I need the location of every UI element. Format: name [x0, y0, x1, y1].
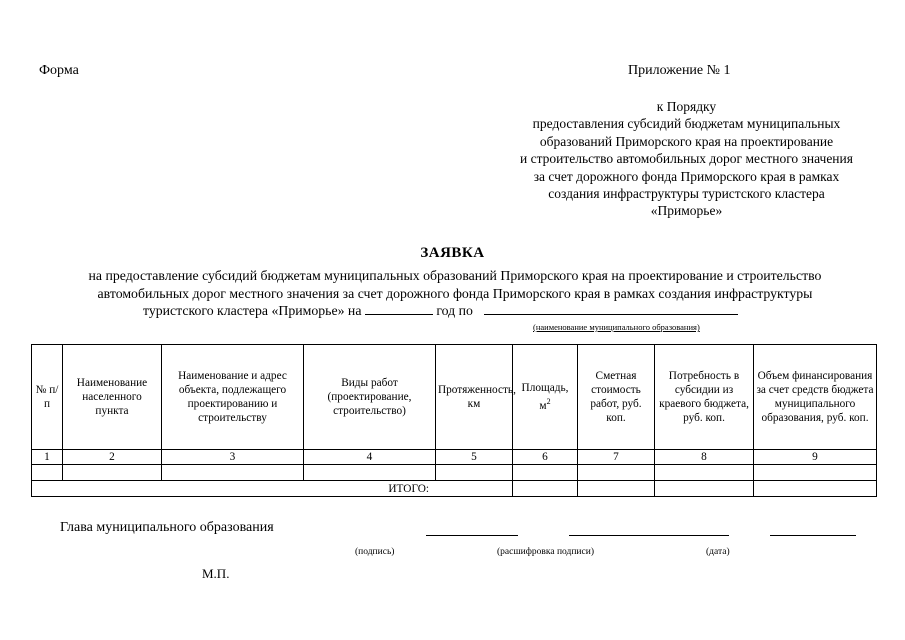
- intro-line: на предоставление субсидий бюджетам муниципальных образований Приморского края на проектирование и строительство: [88, 268, 822, 283]
- stamp-place-label: М.П.: [202, 566, 230, 581]
- table-cell[interactable]: [513, 465, 578, 481]
- table-cell[interactable]: [754, 465, 877, 481]
- column-number: 1: [32, 450, 63, 465]
- appendix-label: Приложение № 1: [628, 63, 731, 78]
- application-table: [31, 344, 877, 497]
- municipality-caption: (наименование муниципального образования): [533, 322, 700, 332]
- date-caption: (дата): [706, 547, 730, 557]
- table-cell[interactable]: [436, 465, 513, 481]
- header-cell: № п/п: [32, 345, 63, 450]
- order-line: к Порядку: [656, 99, 717, 114]
- column-number: 8: [655, 450, 754, 465]
- order-reference: [480, 98, 893, 220]
- column-number: 9: [754, 450, 877, 465]
- signature-line[interactable]: [426, 535, 518, 536]
- header-cell: Протяженность, км: [436, 345, 513, 450]
- name-caption: (расшифровка подписи): [497, 547, 594, 557]
- order-line: «Приморье»: [650, 203, 723, 219]
- year-blank-field[interactable]: [365, 302, 433, 315]
- column-number: 7: [578, 450, 655, 465]
- superscript: 2: [546, 397, 551, 407]
- header-cell: Сметная стоимость работ, руб. коп.: [578, 345, 655, 450]
- header-cell: Наименование населенного пункта: [63, 345, 162, 450]
- date-line[interactable]: [770, 535, 856, 536]
- total-cell[interactable]: [754, 481, 877, 497]
- intro-text: туристского кластера «Приморье» на: [143, 303, 362, 318]
- column-number: 6: [513, 450, 578, 465]
- total-cell[interactable]: [513, 481, 578, 497]
- table-cell[interactable]: [304, 465, 436, 481]
- table-cell[interactable]: [655, 465, 754, 481]
- document-title: ЗАЯВКА: [420, 245, 485, 261]
- signature-caption: (подпись): [355, 547, 395, 557]
- application-intro: [20, 267, 890, 320]
- intro-text: год по: [436, 303, 473, 318]
- total-row: [32, 481, 877, 497]
- signature-name-line[interactable]: [569, 535, 729, 536]
- order-line: предоставления субсидий бюджетам муниципальных: [532, 116, 841, 132]
- header-cell-area: [513, 345, 578, 450]
- table-cell[interactable]: [578, 465, 655, 481]
- signer-title: Глава муниципального образования: [60, 520, 274, 535]
- column-number: 2: [63, 450, 162, 465]
- order-line: и строительство автомобильных дорог местного значения: [520, 151, 853, 167]
- total-cell[interactable]: [578, 481, 655, 497]
- column-number: 4: [304, 450, 436, 465]
- municipality-blank-field[interactable]: [484, 302, 738, 315]
- column-number-row: [32, 450, 877, 465]
- form-label: Форма: [39, 63, 79, 78]
- column-number: 3: [162, 450, 304, 465]
- header-cell: Наименование и адрес объекта, подлежащего проектированию и строительству: [162, 345, 304, 450]
- total-label: ИТОГО:: [32, 481, 513, 497]
- table-cell[interactable]: [32, 465, 63, 481]
- table-cell[interactable]: [162, 465, 304, 481]
- intro-line: автомобильных дорог местного значения за счет дорожного фонда Приморского края в рамках создания инфраструктуры: [97, 285, 813, 301]
- table-header-row: [32, 345, 877, 450]
- table-cell[interactable]: [63, 465, 162, 481]
- column-number: 5: [436, 450, 513, 465]
- header-cell: Виды работ (проектирование, строительство): [304, 345, 436, 450]
- table-row: [32, 465, 877, 481]
- order-line: за счет дорожного фонда Приморского края в рамках: [533, 168, 840, 184]
- order-line: создания инфраструктуры туристского кластера: [548, 186, 825, 202]
- header-cell: Потребность в субсидии из краевого бюджета, руб. коп.: [655, 345, 754, 450]
- header-cell: Объем финансирования за счет средств бюджета муниципального образования, руб. коп.: [754, 345, 877, 450]
- order-line: образований Приморского края на проектирование: [539, 133, 834, 149]
- intro-line-3: [20, 302, 890, 320]
- header-text: Площадь, м: [521, 382, 569, 412]
- total-cell[interactable]: [655, 481, 754, 497]
